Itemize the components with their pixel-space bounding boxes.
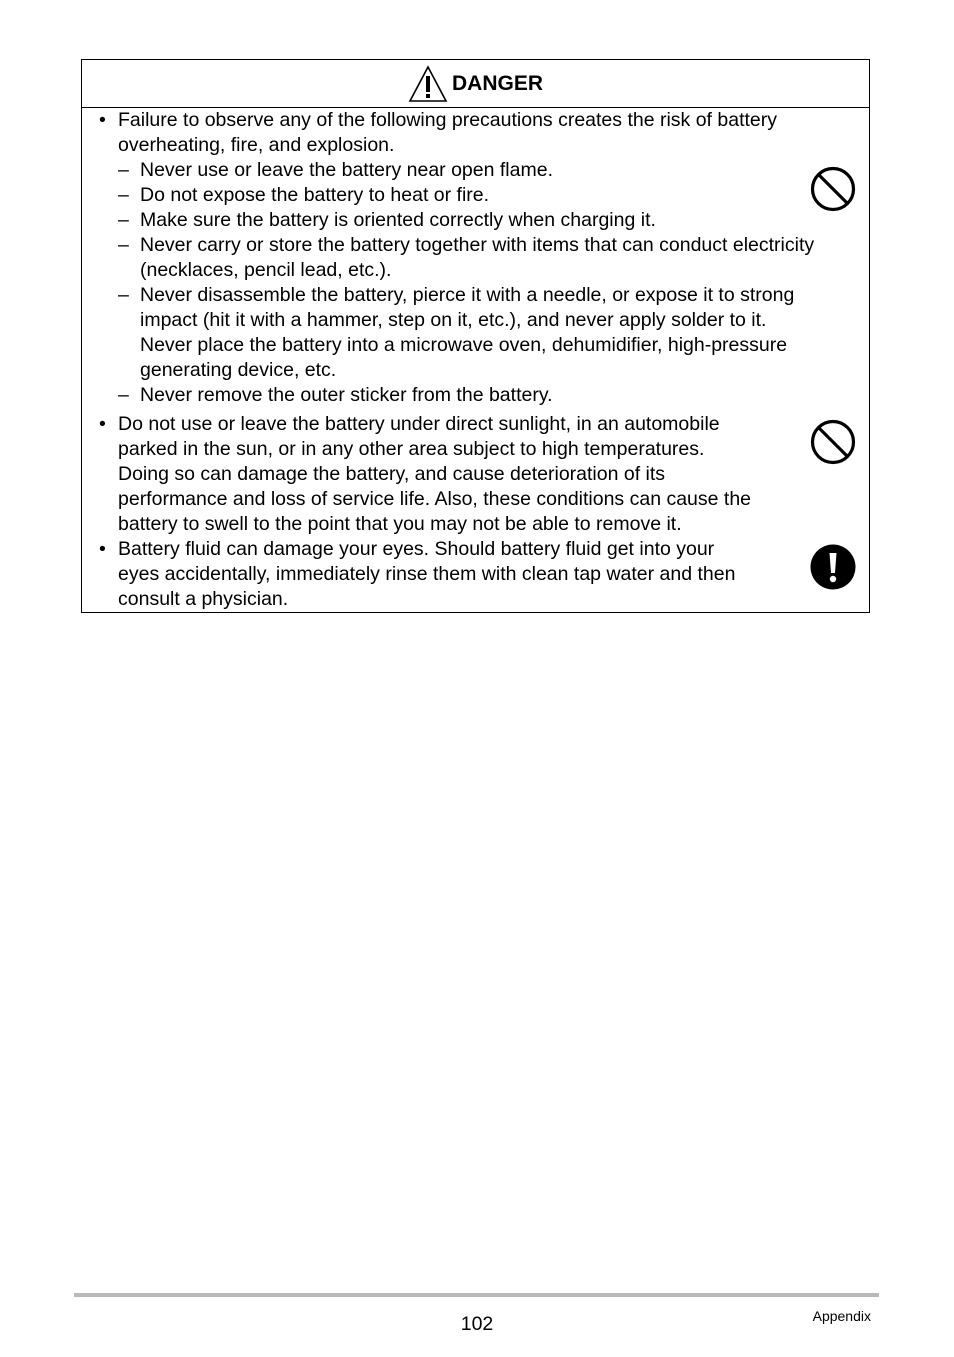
page-number: 102 (460, 1313, 494, 1335)
mandatory-action-icon (810, 544, 856, 590)
subitem-4-line2: (necklaces, pencil lead, etc.). (140, 259, 392, 281)
dash-marker: – (118, 184, 129, 206)
bullet3-line1: Battery fluid can damage your eyes. Should battery fluid get into your (118, 538, 715, 560)
danger-title: DANGER (451, 71, 543, 95)
bullet2-line1: Do not use or leave the battery under direct sunlight, in an automobile (118, 413, 720, 435)
bullet-marker: • (99, 109, 106, 131)
dash-marker: – (118, 159, 129, 181)
bullet1-line1: Failure to observe any of the following precautions creates the risk of battery (118, 109, 778, 131)
danger-box (81, 59, 870, 613)
warning-triangle-icon (408, 65, 448, 103)
bullet1-line2: overheating, fire, and explosion. (118, 134, 395, 156)
subitem-1: Never use or leave the battery near open flame. (140, 159, 553, 181)
dash-marker: – (118, 234, 129, 256)
dash-marker: – (118, 209, 129, 231)
prohibition-icon (810, 419, 856, 465)
subitem-2: Do not expose the battery to heat or fire. (140, 184, 490, 206)
dash-marker: – (118, 384, 129, 406)
bullet3-line3: consult a physician. (118, 588, 289, 610)
section-label: Appendix (812, 1308, 871, 1324)
bullet2-line4: performance and loss of service life. Also, these conditions can cause the (118, 488, 752, 510)
prohibition-icon (810, 166, 856, 212)
bullet-marker: • (99, 538, 106, 560)
subitem-4-line1: Never carry or store the battery together with items that can conduct electricity (140, 234, 815, 256)
bullet2-line2: parked in the sun, or in any other area subject to high temperatures. (118, 438, 705, 460)
subitem-5-line2: impact (hit it with a hammer, step on it, etc.), and never apply solder to it. (140, 309, 767, 331)
footer-rule (74, 1293, 879, 1297)
bullet-marker: • (99, 413, 106, 435)
danger-header (82, 60, 869, 108)
subitem-3: Make sure the battery is oriented correctly when charging it. (140, 209, 656, 231)
subitem-5-line4: generating device, etc. (140, 359, 337, 381)
bullet2-line3: Doing so can damage the battery, and cause deterioration of its (118, 463, 666, 485)
subitem-5-line3: Never place the battery into a microwave oven, dehumidifier, high-pressure (140, 334, 788, 356)
subitem-6: Never remove the outer sticker from the battery. (140, 384, 553, 406)
subitem-5-line1: Never disassemble the battery, pierce it with a needle, or expose it to strong (140, 284, 795, 306)
bullet3-line2: eyes accidentally, immediately rinse them with clean tap water and then (118, 563, 736, 585)
dash-marker: – (118, 284, 129, 306)
bullet2-line5: battery to swell to the point that you may not be able to remove it. (118, 513, 682, 535)
